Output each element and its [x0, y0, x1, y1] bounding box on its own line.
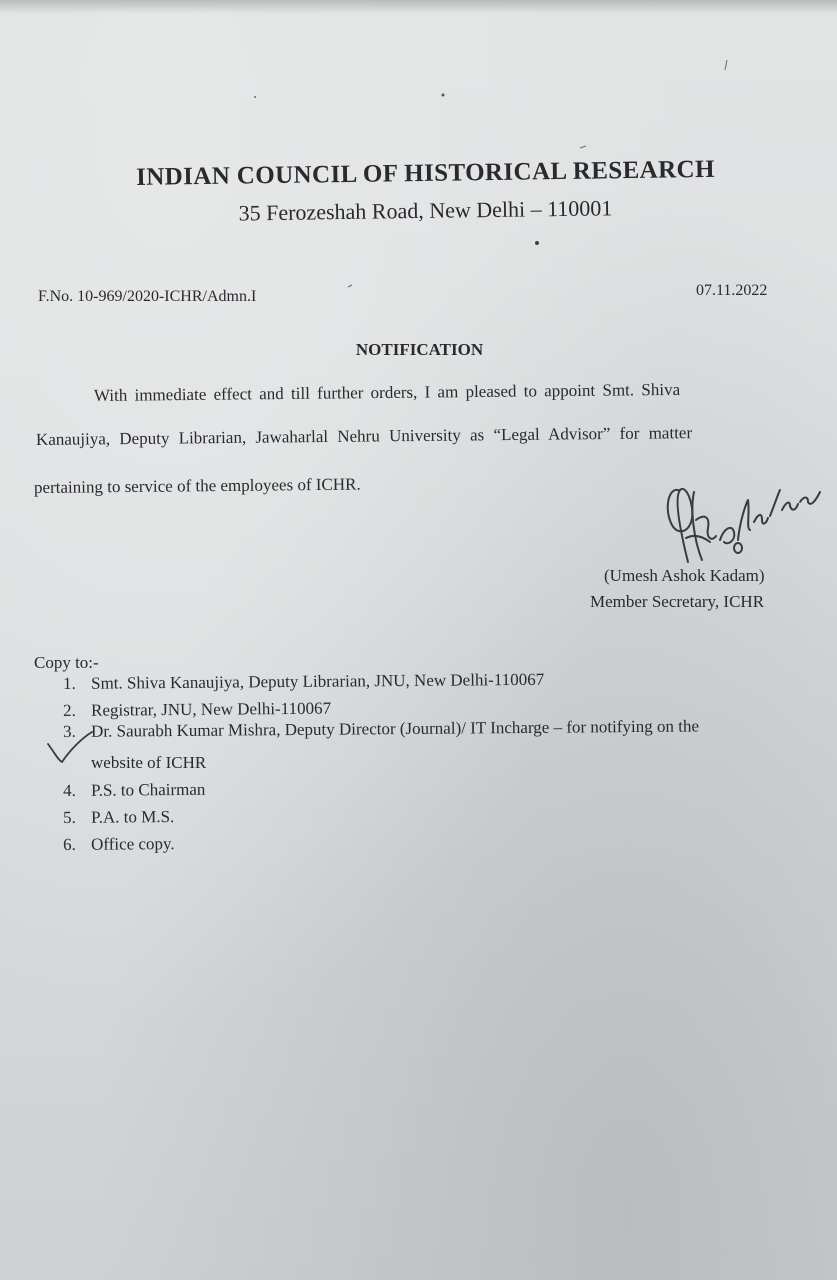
notification-body-line-3: pertaining to service of the employees of ICHR.: [33, 474, 361, 497]
organization-name: INDIAN COUNCIL OF HISTORICAL RESEARCH: [135, 155, 716, 191]
handwritten-tick-icon: [44, 730, 94, 766]
notification-heading: NOTIFICATION: [355, 340, 484, 359]
signatory-name: (Umesh Ashok Kadam): [604, 566, 765, 585]
notification-body-line-2: Kanaujiya, Deputy Librarian, Jawaharlal Nehru University as “Legal Advisor” for matter: [35, 423, 693, 449]
document-date: 07.11.2022: [696, 282, 768, 299]
copy-item-text: Office copy.: [90, 834, 175, 854]
copy-item-number: 3.: [63, 721, 76, 741]
copy-item-text: Smt. Shiva Kanaujiya, Deputy Librarian, JNU, New Delhi-110067: [90, 669, 545, 693]
copy-to-label: Copy to:-: [34, 653, 99, 672]
copy-item-text: Dr. Saurabh Kumar Mishra, Deputy Director (Journal)/ IT Incharge – for notifying on the: [90, 716, 700, 741]
copy-item-text: P.A. to M.S.: [90, 807, 175, 827]
copy-item-number: 4.: [63, 780, 76, 800]
copy-item-number: 2.: [63, 700, 76, 720]
copy-item-number: 1.: [63, 673, 76, 693]
notification-body-line-1: With immediate effect and till further orders, I am pleased to appoint Smt. Shiva: [93, 379, 681, 405]
file-number: F.No. 10-969/2020-ICHR/Admn.I: [38, 288, 257, 305]
copy-item-continuation: website of ICHR: [91, 753, 207, 772]
copy-item-text: Registrar, JNU, New Delhi-110067: [90, 698, 332, 720]
copy-item-number: 6.: [63, 834, 76, 854]
copy-item-text: P.S. to Chairman: [90, 779, 206, 800]
organization-address: 35 Ferozeshah Road, New Delhi – 110001: [238, 195, 613, 226]
signatory-title: Member Secretary, ICHR: [590, 592, 765, 611]
copy-item-number: 5.: [63, 807, 76, 827]
